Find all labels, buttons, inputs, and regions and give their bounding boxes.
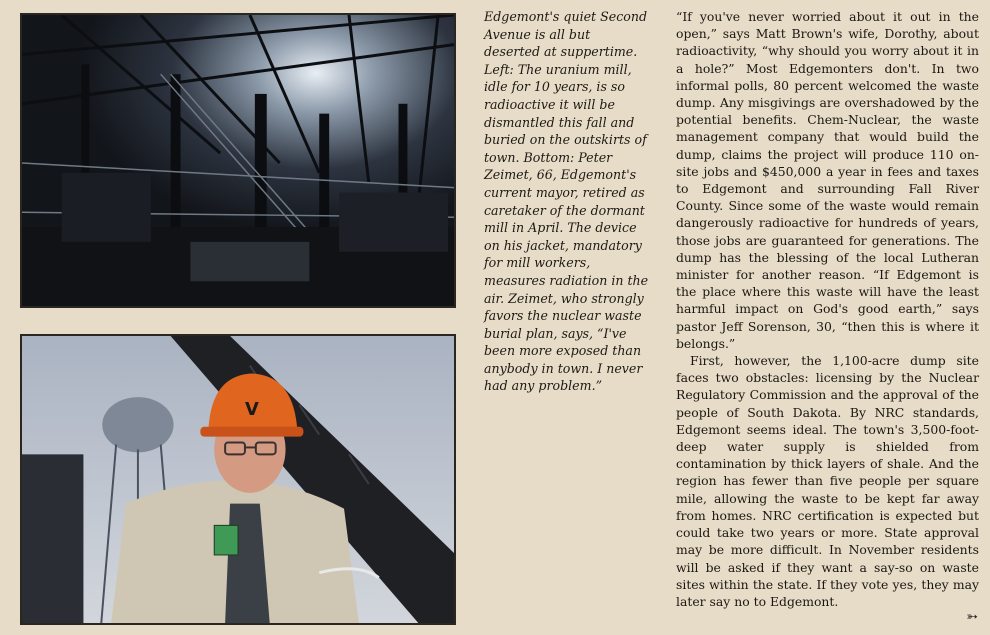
- article-paragraph-1: “If you've never worried about it out in the open,” says Matt Brown's wife, Dorothy, about radioactivity, “why should you worry about it in a hole?” Most Edgemonters don't. In two informal polls, 80 percent welcomed the waste dump. Any misgivings are overshadowed by the potential benefits. Chem-Nuclear, the waste management company that would build the dump, claims the project will produce 110 on-site jobs and $450,000 a year in fees and taxes to Edgemont and surrounding Fall River County. Since some of the waste would remain dangerously radioactive for hundreds of years, those jobs are guaranteed for generations. The dump has the blessing of the local Lutheran minister for another reason. “If Edgemont is the place where this waste will have the least harmful impact on God's good earth,” says pastor Jeff Sorenson, 30, “then this is where it belongs.”: [676, 9, 979, 351]
- mill-interior-photo: [20, 13, 456, 308]
- photo-caption: [484, 8, 650, 395]
- article-paragraph-2: First, however, the 1,100-acre dump site faces two obstacles: licensing by the Nuclear Regulatory Commission and the approval of the people of South Dakota. By NRC standards, Edgemont seems ideal. The town's 3,500-foot-deep water supply is shielded from contamination by thick layers of shale. And the region has fewer than five people per square mile, allowing the waste to be kept far away from homes. NRC certification is expected but could take two years or more. State approval may be more difficult. In November residents will be asked if they want a say-so on waste sites within the state. If they vote yes, they may later say no to Edgemont.: [676, 353, 979, 609]
- mayor-portrait-photo: [20, 334, 456, 625]
- caption-text: Edgemont's quiet Second Avenue is all but deserted at suppertime. Left: The uranium mill, idle for 10 years, is so radioactive it will be dismantled this fall and buried on the outskirts of town. Bottom: Peter Zeimet, 66, Edgemont's current mayor, retired as caretaker of the dormant mill in April. The device on his jacket, mandatory for mill workers, measures radiation in the air. Zeimet, who strongly favors the nuclear waste burial plan, says, “I've been more exposed than anybody in town. I never had any problem.”: [484, 9, 649, 394]
- continue-arrow-icon: ➳: [966, 609, 978, 625]
- article-body: [676, 8, 979, 610]
- svg-text:V: V: [244, 398, 259, 420]
